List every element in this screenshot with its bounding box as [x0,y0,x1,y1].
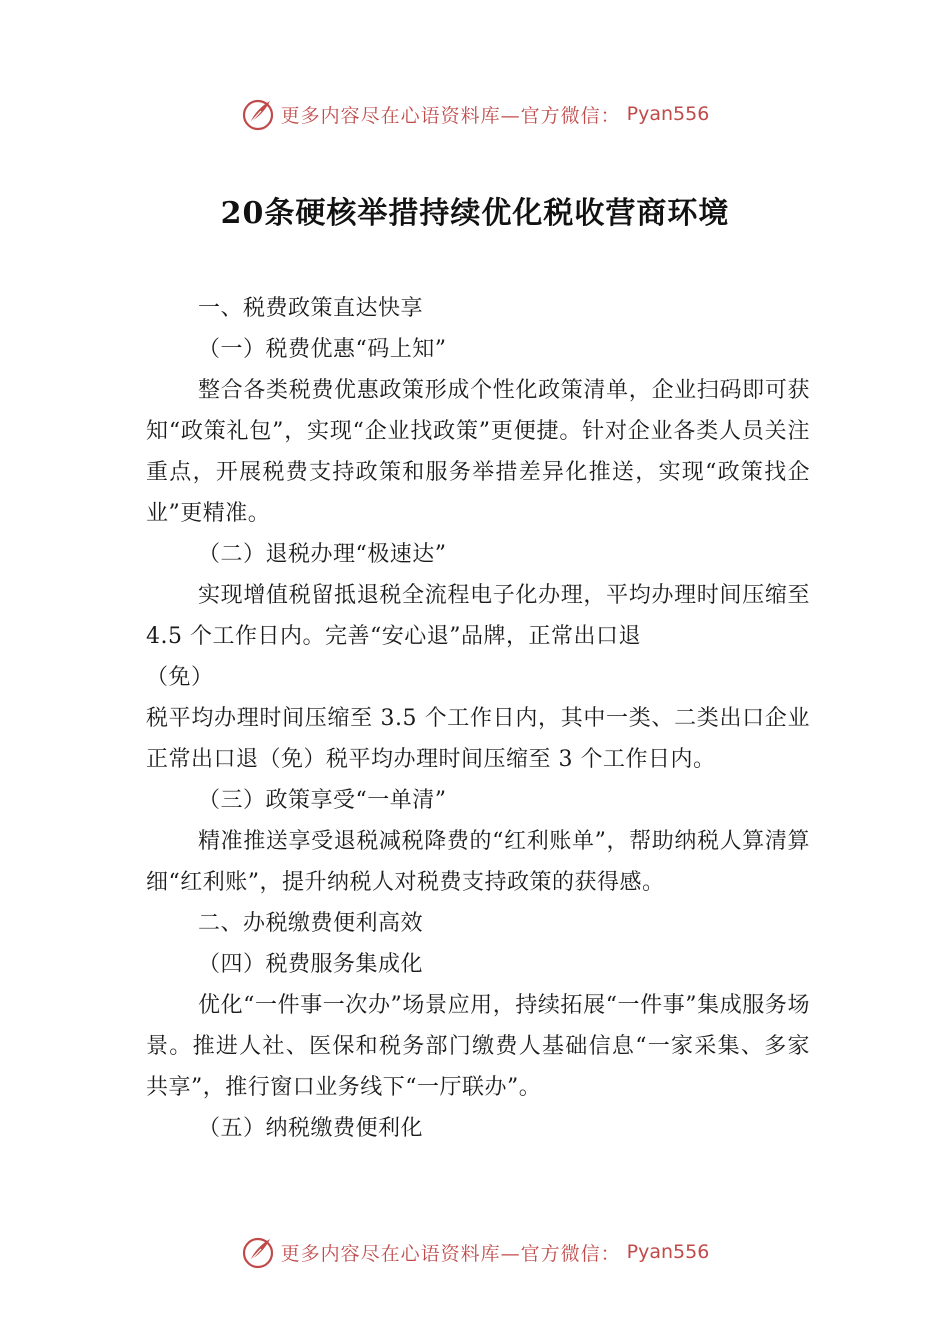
subsection-heading-4: （四）税费服务集成化 [198,952,424,977]
section-heading-1: 一、税费政策直达快享 [198,296,424,321]
subsection-heading-5: （五）纳税缴费便利化 [198,1116,424,1141]
body-paragraph: 税平均办理时间压缩至 3.5 个工作日内，其中一类、二类出口企业正常出口退（免）税平均办理时间压缩至 3 个工作日内。 [146,706,810,772]
banner-wechat-id: Pyan556 [626,103,710,125]
section-heading-2: 二、办税缴费便利高效 [198,911,424,936]
subsection-heading-1: （一）税费优惠“码上知” [198,337,447,362]
document-body [146,288,810,1149]
header-watermark-banner [0,94,950,134]
body-paragraph-fragment: （免） [146,665,214,690]
footer-watermark-banner [0,1232,950,1272]
body-paragraph: 优化“一件事一次办”场景应用，持续拓展“一件事”集成服务场景。推进人社、医保和税务部门缴费人基础信息“一家采集、多家共享”，推行窗口业务线下“一厅联办”。 [146,993,810,1100]
page-title: 20条硬核举措持续优化税收营商环境 [220,196,730,231]
body-paragraph: 整合各类税费优惠政策形成个性化政策清单，企业扫码即可获知“政策礼包”，实现“企业找政策”更便捷。针对企业各类人员关注重点，开展税费支持政策和服务举措差异化推送，实现“政策找企业”更精准。 [146,378,810,526]
subsection-heading-2: （二）退税办理“极速达” [198,542,447,567]
body-paragraph: 实现增值税留抵退税全流程电子化办理，平均办理时间压缩至 4.5 个工作日内。完善“安心退”品牌，正常出口退 [146,583,810,649]
subsection-heading-3: （三）政策享受“一单清” [198,788,447,813]
feather-pen-circle-icon [241,97,275,131]
banner-text: 更多内容尽在心语资料库—官方微信： [280,104,621,127]
banner-wechat-id: Pyan556 [626,1241,710,1263]
feather-pen-circle-icon [241,1235,275,1269]
body-paragraph: 精准推送享受退税减税降费的“红利账单”，帮助纳税人算清算细“红利账”，提升纳税人对税费支持政策的获得感。 [146,829,810,895]
banner-text: 更多内容尽在心语资料库—官方微信： [280,1242,621,1265]
